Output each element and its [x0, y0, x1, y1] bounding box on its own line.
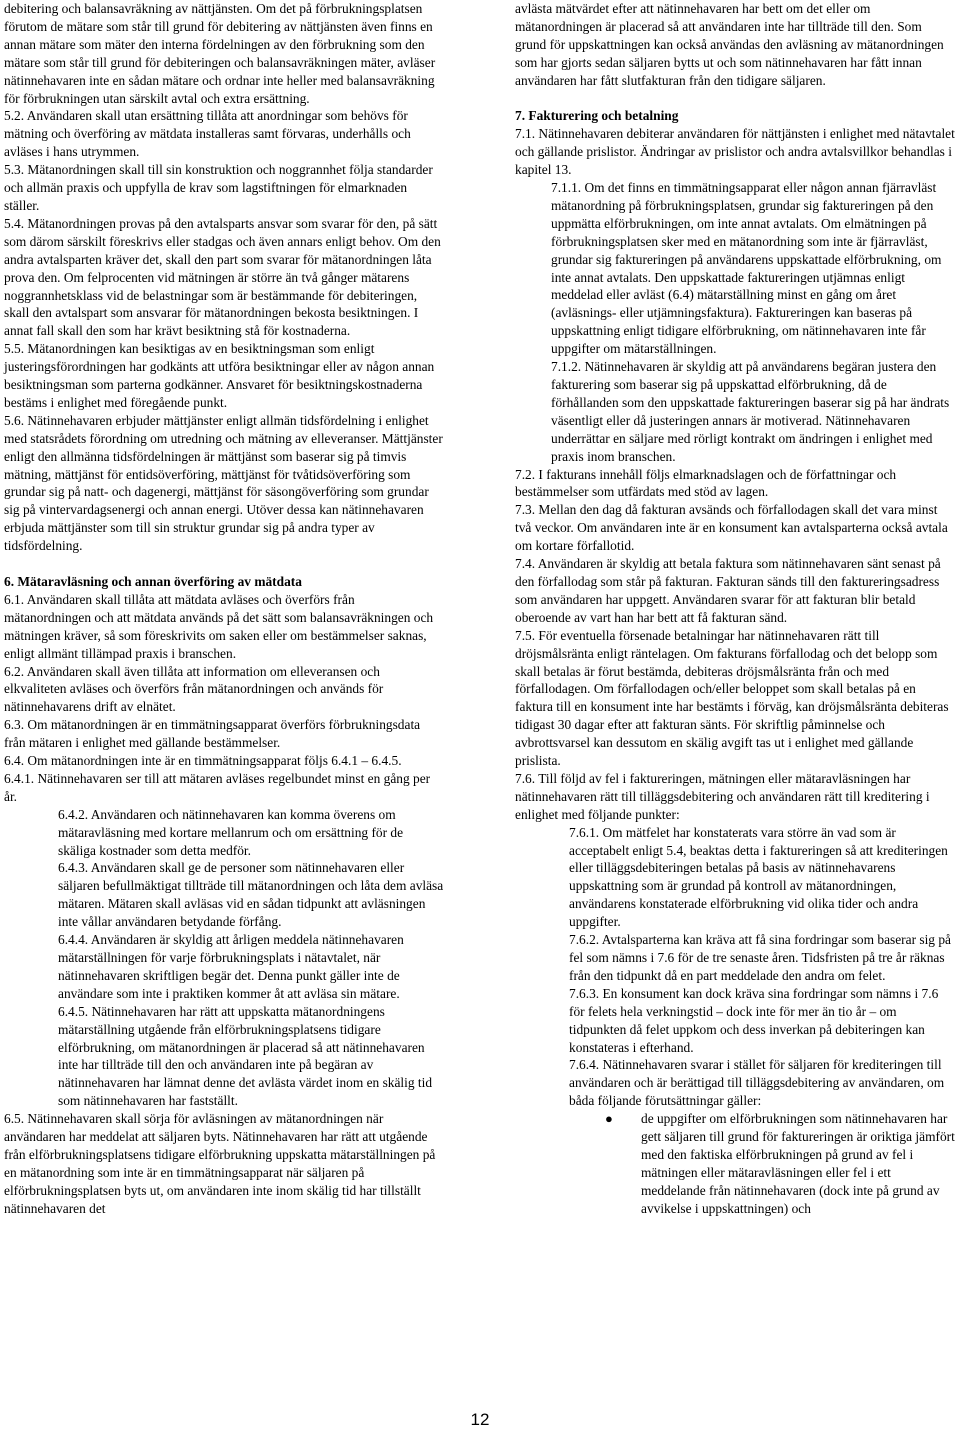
- page-number: 12: [470, 1410, 490, 1429]
- section-6-heading: 6. Mätaravläsning och annan överföring av mätdata: [4, 573, 302, 589]
- paragraph-7-2: 7.2. I fakturans innehåll följs elmarknadslagen och de författningar och bestämmelser som utfärdats med stöd av lagen.: [515, 466, 897, 500]
- paragraph-7-6-4: 7.6.4. Nätinnehavaren svarar i stället för säljaren för krediteringen till användaren och är berättigad till tilläggsdebitering av användaren, om båda följande förutsättningar gäller:: [569, 1057, 945, 1109]
- paragraph-6-5-cont: avlästa mätvärdet efter att nätinnehavaren har bett om det eller om mätanordningen är placerad så att användaren inte har tillträde till den. Som grund för uppskattningen kan också användas den avläsning av mätanordningen som har gjorts sedan säljaren bytts ut och som nätinnehavaren har fått innan användaren har fått slutfakturan från den tidigare säljaren.: [515, 1, 944, 88]
- paragraph-7-1-1: 7.1.1. Om det finns en timmätningsapparat eller någon annan fjärravläst mätanordning på förbrukningsplatsen, grundar sig faktureringen på den uppmätta elförbrukningen, om inte annat avtalats. Om elmätningen på förbrukningsplatsen sker med en mätanordning som inte är fjärravläst, grundar sig faktureringen på användarens uppskattade elförbrukning, om inte annat avtalats. Den uppskattade faktureringen utjämnas enligt meddelad eller avläst (6.4) mätarställning minst en gång om året (avläsnings- eller utjämningsfaktura). Faktureringen kan baseras på uppskattning enligt tidigare elförbrukning, om nätinnehavaren inte får uppgifter om mätarställningen.: [551, 180, 942, 357]
- paragraph-6-1: 6.1. Användaren skall tillåta att mätdata avläses och överförs från mätanordningen och att mätdata används på det sätt som balansavräkningen och mätningen kräver, så som föreskrivits om saken eller om bestämmelser saknas, enligt allmänt tillämpad praxis i branschen.: [4, 591, 434, 661]
- bullet-item: [605, 1110, 955, 1217]
- left-column: [4, 0, 444, 1218]
- paragraph-6-4-5: 6.4.5. Nätinnehavaren har rätt att uppskatta mätanordningens mätarställning utgående från elförbrukningsplatsens tidigare elförbrukning, om mätanordningen är placerad så att nätinnehavaren inte har tillträde till den och användaren inte på begäran av nätinnehavaren har lämnat denne det avlästa värdet inom en skälig tid som nätinnehavaren har fastställt.: [58, 1003, 433, 1109]
- paragraph-7-6: 7.6. Till följd av fel i faktureringen, mätningen eller mätaravläsningen har nätinnehavaren rätt till tilläggsdebitering och användaren rätt till kreditering i enlighet med följande punkter:: [515, 770, 930, 822]
- bullet-icon: ●: [605, 1111, 613, 1127]
- section-7-heading: 7. Fakturering och betalning: [515, 108, 679, 124]
- paragraph-7-5: 7.5. För eventuella försenade betalningar har nätinnehavaren rätt till dröjsmålsränta enligt räntelagen. Om fakturans förfallodag och det belopp som skall betalas är förut bestämda, debiteras dröjsmålsränta från och med förfallodagen. Om förfallodagen och/eller beloppet som skall betalas på en faktura till en konsument inte har bestämts i förväg, kan dröjsmålsränta debiteras tidigast 30 dagar efter att fakturan sänts. För skriftlig påminnelse och avbrottsvarsel kan dessutom en skälig avgift tas ut i enlighet med gällande prislista.: [515, 627, 949, 769]
- paragraph-6-4-4: 6.4.4. Användaren är skyldig att årligen meddela nätinnehavaren mätarställningen för varje förbrukningsplats i nätavtalet, när nätinnehavaren skriftligen begär det. Denna punkt gäller inte de användare som inte i praktiken kommer åt att avläsa sin mätare.: [58, 932, 404, 1001]
- paragraph-6-4: 6.4. Om mätanordningen inte är en timmätningsapparat följs 6.4.1 – 6.4.5.: [4, 753, 402, 769]
- paragraph-7-6-1: 7.6.1. Om mätfelet har konstaterats vara större än vad som är acceptabelt enligt 5.4, beaktas detta i faktureringen så att krediteringen eller tilläggsdebiteringen betalas på basis av nätinnehavarens uppskattning som är grundad på kontroll av mätanordningen, användarens konstaterade elförbrukning vid olika tider och andra uppgifter.: [569, 824, 948, 930]
- paragraph-6-2: 6.2. Användaren skall även tillåta att information om elleveransen och elkvaliteten avläses och överförs från mätanordningen och används för nätinnehavarens drift av elnätet.: [4, 663, 384, 715]
- paragraph-6-5: 6.5. Nätinnehavaren skall sörja för avläsningen av mätanordningen när användaren har meddelat att säljaren byts. Nätinnehavaren har rätt att utgående från elförbrukningsplatsens tidigare elförbrukning uppskatta mätarställningen på en mätanordning som inte är en timmätningsapparat när säljaren på elförbrukningsplatsen byts ut, om användaren inte inom skälig tid har tillställt nätinnehavaren det: [4, 1111, 436, 1216]
- paragraph-6-3: 6.3. Om mätanordningen är en timmätningsapparat överförs förbrukningsdata från mätaren i enlighet med gällande bestämmelser.: [4, 717, 421, 751]
- paragraph-5-5: 5.5. Mätanordningen kan besiktigas av en besiktningsman som enligt justeringsförordningen har godkänts att utföra besiktningar eller av någon annan besiktningsman som parterna godkänner. Ansvaret för besiktningskostnaderna bestäms i enlighet med föregående punkt.: [4, 341, 435, 410]
- paragraph-5-6: 5.6. Nätinnehavaren erbjuder mättjänster enligt allmän tidsfördelning i enlighet med statsrådets förordning om utredning och mätning av elleveranser. Mättjänster enligt den allmänna tidsfördelningen är mättjänst som baserar sig på timvis mätning, mättjänst för entidsöverföring, mättjänst för tvåtidsöverföring som grundar sig på natt- och dagenergi, mättjänst för säsongöverföring som grundar sig på vintervardagsenergi och annan energi. Utöver dessa kan nätinnehavaren erbjuda mättjänster som till sin struktur grundar sig på andra typer av tidsfördelning.: [4, 412, 443, 554]
- paragraph-7-6-3: 7.6.3. En konsument kan dock kräva sina fordringar som nämns i 7.6 för felets hela verkningstid – dock inte för mer än tio år – om tidpunkten då felet uppkom och dess inverkan på debiteringen kan konstateras i efterhand.: [569, 985, 939, 1055]
- right-column: [515, 0, 955, 1218]
- paragraph-7-6-2: 7.6.2. Avtalsparterna kan kräva att få sina fordringar som baserar sig på fel som nämns i 7.6 för de tre senaste åren. Tidsfristen på tre år räknas från den tidpunkt då en part meddelade den andra om felet.: [569, 932, 951, 983]
- paragraph-7-1: 7.1. Nätinnehavaren debiterar användaren för nättjänsten i enlighet med nätavtalet och gällande prislistor. Ändringar av prislistor och andra avtalsvillkor behandlas i kapitel 13.: [515, 126, 955, 178]
- paragraph-5-4: 5.4. Mätanordningen provas på den avtalsparts ansvar som svarar för den, på sätt som därom särskilt föreskrivs eller stadgas och även annars enligt behov. Om den andra avtalsparten kräver det, skall den part som svarar för mätanordningen låta prova den. Om felprocenten vid mätningen är större än två gånger mätarens noggrannhetsklass vid de belastningar som är bestämmande för debiteringen, skall den avtalspart som ansvarar för mätanordningen bekosta besiktningen. I annat fall skall den som har krävt besiktning stå för kostnaderna.: [4, 215, 441, 339]
- paragraph-6-4-1: 6.4.1. Nätinnehavaren ser till att mätaren avläses regelbundet minst en gång per år.: [4, 770, 431, 804]
- paragraph-6-4-3: 6.4.3. Användaren skall ge de personer som nätinnehavaren eller säljaren befullmäktigat tillträde till mätanordningen och låta dem avläsa mätaren. Mätaren skall avläsas vid en sådan tidpunkt att avläsningen inte vållar användaren betydande förfång.: [58, 860, 444, 930]
- paragraph-7-1-2: 7.1.2. Nätinnehavaren är skyldig att på användarens begäran justera den fakturering som baserar sig på uppskattad elförbrukning, då de förhållanden som den uppskattade faktureringen baserar sig på har ändrats väsentligt eller då justeringen annars är motiverad. Nätinnehavaren underrättar en säljare med rörligt kontrakt om ändringen i enlighet med praxis inom branschen.: [551, 359, 950, 464]
- paragraph-5-2: 5.2. Användaren skall utan ersättning tillåta att anordningar som behövs för mätning och överföring av mätdata installeras samt förvaras, underhålls och avläses i hans utrymmen.: [4, 108, 411, 160]
- paragraph-6-4-2: 6.4.2. Användaren och nätinnehavaren kan komma överens om mätaravläsning med kortare mellanrum och om ersättning för de skäliga kostnader som detta medför.: [58, 806, 404, 858]
- paragraph-5-1-cont: debitering och balansavräkning av nättjänsten. Om det på förbrukningsplatsen förutom de mätare som står till grund för debitering av nättjänsten även finns en annan mätare som mäter den interna fördelningen av den förbrukning som den mätare som står till grund för debiteringen och balansavräkningen mäter, avläser nätinnehavaren inte en sådan mätare och ordnar inte heller med balansavräkning för förbrukningen utan särskilt avtal och extra ersättning.: [4, 1, 436, 106]
- paragraph-5-3: 5.3. Mätanordningen skall till sin konstruktion och noggrannhet följa standarder och allmän praxis och uppfylla de krav som lagstiftningen för elmarknaden ställer.: [4, 162, 433, 213]
- bullet-text: de uppgifter om elförbrukningen som nätinnehavaren har gett säljaren till grund för faktureringen är oriktiga jämfört med den faktiska elförbrukningen på grund av fel i mätningen eller mätaravläsningen eller fel i ett meddelande från nätinnehavaren (dock inte på grund av avvikelse i uppskattningen) och: [641, 1111, 955, 1216]
- paragraph-7-3: 7.3. Mellan den dag då fakturan avsänds och förfallodagen skall det vara minst två veckor. Om användaren inte är en konsument kan avtalsparterna också avtala om kortare förfallotid.: [515, 502, 948, 554]
- paragraph-7-4: 7.4. Användaren är skyldig att betala faktura som nätinnehavaren sänt senast på den förfallodag som står på fakturan. Fakturan sänds till den faktureringsadress som användaren har uppgett. Användaren svarar för att fakturan blir betald oberoende av vart han har bett att få fakturan sänd.: [515, 556, 941, 625]
